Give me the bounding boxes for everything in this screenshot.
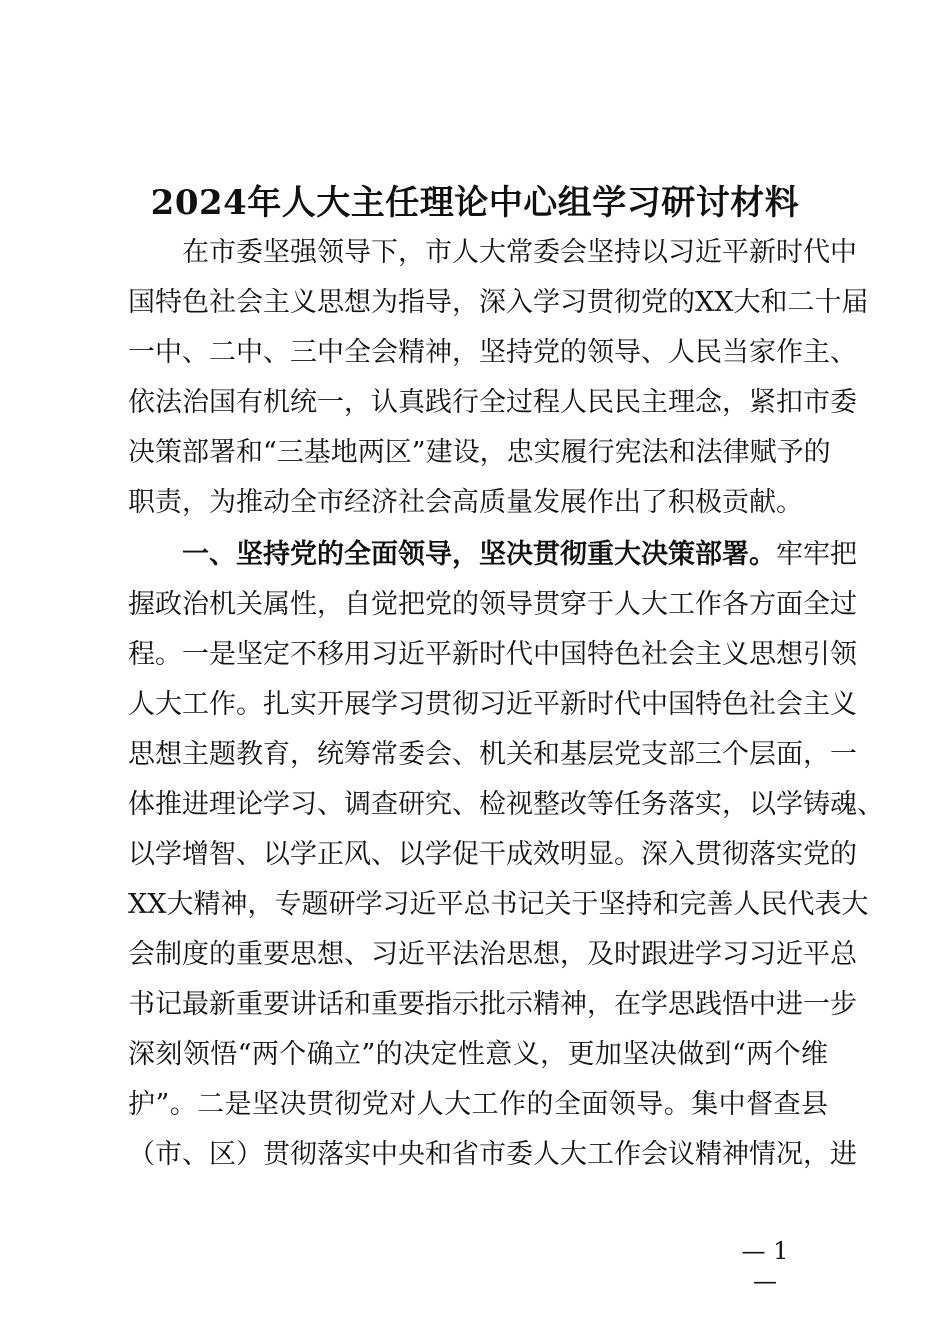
section-heading: 一、坚持党的全面领导，坚决贯彻重大决策部署。 xyxy=(182,539,776,570)
paragraph-line: 护”。二是坚决贯彻党对人大工作的全面领导。集中督查县 xyxy=(128,1089,828,1120)
section-heading-tail: 牢牢把 xyxy=(776,539,857,570)
paragraph-line: 职责，为推动全市经济社会高质量发展作出了积极贡献。 xyxy=(128,487,803,518)
paragraph-line: 以学增智、以学正风、以学促干成效明显。深入贯彻落实党的 xyxy=(128,839,857,870)
paragraph-line: 国特色社会主义思想为指导，深入学习贯彻党的XX大和二十届 xyxy=(128,287,869,318)
section-heading-line xyxy=(182,530,857,580)
paragraph-line: 书记最新重要讲话和重要指示批示精神，在学思践悟中进一步 xyxy=(128,989,857,1020)
paragraph-line: 一中、二中、三中全会精神，坚持党的领导、人民当家作主、 xyxy=(128,337,857,368)
paragraph-line: 在市委坚强领导下，市人大常委会坚持以习近平新时代中 xyxy=(182,237,857,268)
paragraph-line: 深刻领悟“两个确立”的决定性意义，更加坚决做到“两个维 xyxy=(128,1039,828,1070)
paragraph-line: 思想主题教育，统筹常委会、机关和基层党支部三个层面，一 xyxy=(128,739,857,770)
document-title: 2024年人大主任理论中心组学习研讨材料 xyxy=(150,183,800,223)
paragraph-line: XX大精神，专题研学习近平总书记关于坚持和完善人民代表大 xyxy=(128,889,869,920)
paragraph-line: 人大工作。扎实开展学习贯彻习近平新时代中国特色社会主义 xyxy=(128,689,857,720)
paragraph-line: 依法治国有机统一，认真践行全过程人民民主理念，紧扣市委 xyxy=(128,387,857,418)
paragraph-line: （市、区）贯彻落实中央和省市委人大工作会议精神情况，进 xyxy=(128,1139,857,1170)
paragraph-line: 会制度的重要思想、习近平法治思想，及时跟进学习习近平总 xyxy=(128,939,857,970)
paragraph-line: 握政治机关属性，自觉把党的领导贯穿于人大工作各方面全过 xyxy=(128,589,857,620)
paragraph-line: 程。一是坚定不移用习近平新时代中国特色社会主义思想引领 xyxy=(128,639,857,670)
page-number: — 1 — xyxy=(741,1237,789,1295)
paragraph-line: 体推进理论学习、调查研究、检视整改等任务落实，以学铸魂、 xyxy=(128,789,884,820)
paragraph-line: 决策部署和“三基地两区”建设，忠实履行宪法和法律赋予的 xyxy=(128,437,831,468)
